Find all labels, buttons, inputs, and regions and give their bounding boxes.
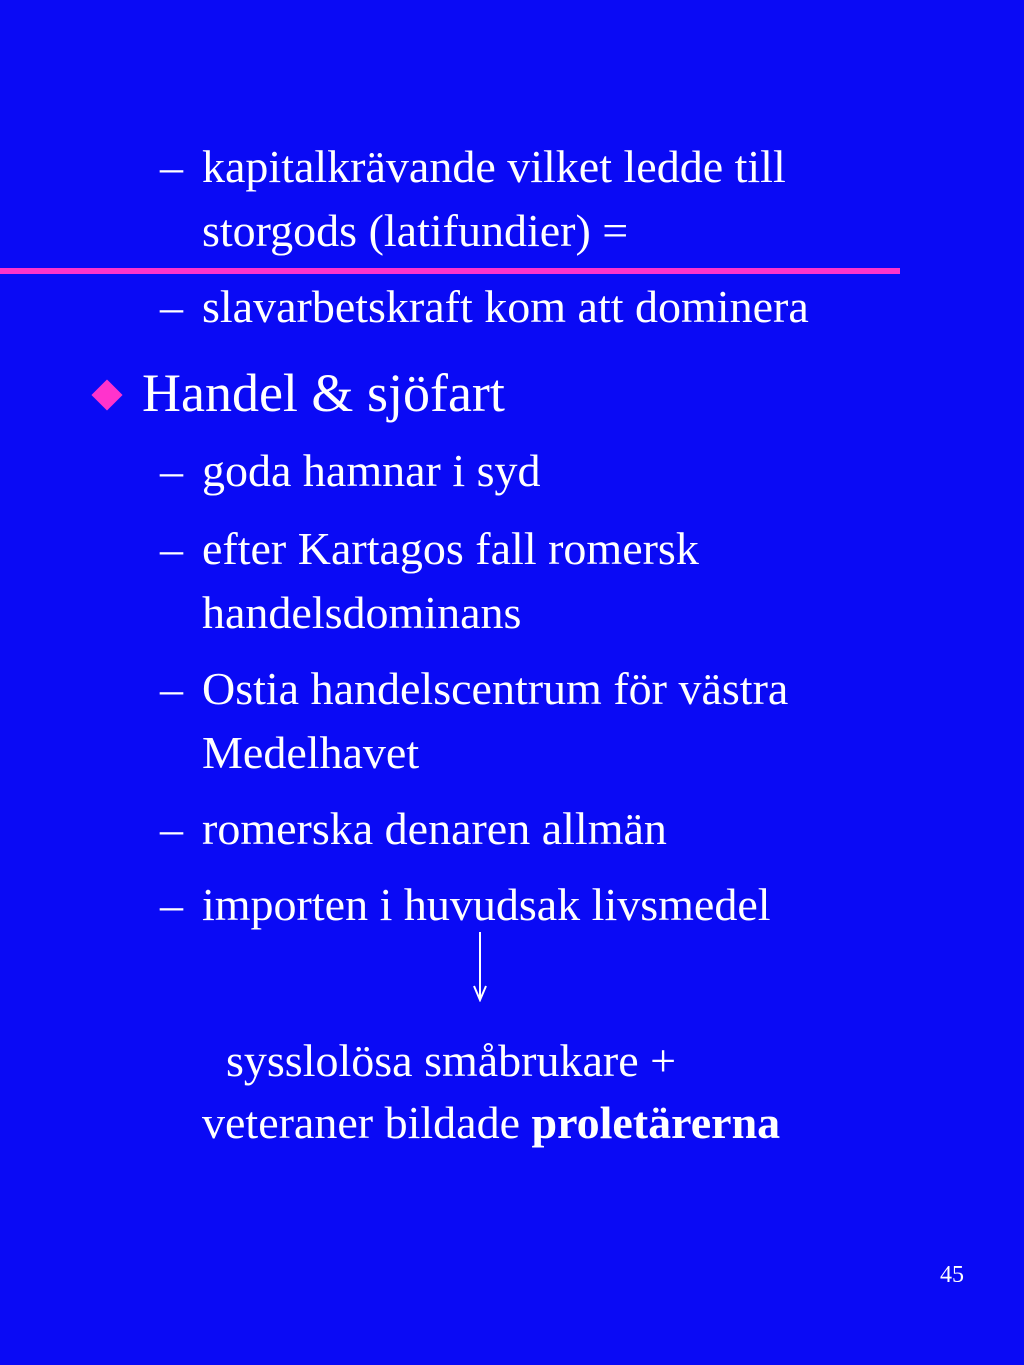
dash-marker: –	[160, 141, 183, 192]
list-item-text: romerska denaren allmän	[202, 803, 667, 854]
conclusion-bold-term: proletärerna	[531, 1097, 781, 1148]
bullet-heading-text: Handel & sjöfart	[142, 363, 505, 423]
page-number: 45	[940, 1262, 964, 1288]
dash-marker: –	[160, 445, 183, 496]
dash-marker: –	[160, 663, 183, 714]
list-item-text: Ostia handelscentrum för västra	[202, 663, 789, 714]
list-item-text: handelsdominans	[202, 587, 522, 638]
dash-marker: –	[160, 281, 183, 332]
diamond-bullet-icon	[91, 379, 122, 410]
dash-marker: –	[160, 879, 183, 930]
list-item-text: importen i huvudsak livsmedel	[202, 879, 771, 930]
list-item-text: slavarbetskraft kom att dominera	[202, 281, 809, 332]
list-item-text: efter Kartagos fall romersk	[202, 523, 699, 574]
conclusion-line-1: sysslolösa småbrukare +	[226, 1035, 677, 1086]
dash-marker: –	[160, 803, 183, 854]
down-arrow-icon	[470, 932, 490, 1002]
accent-divider-line	[0, 268, 900, 274]
list-item-text: Medelhavet	[202, 727, 420, 778]
dash-marker: –	[160, 523, 183, 574]
list-item-text: kapitalkrävande vilket ledde till	[202, 141, 786, 192]
list-item-text: storgods (latifundier) =	[202, 205, 629, 256]
conclusion-text	[202, 1030, 780, 1154]
list-item-text: goda hamnar i syd	[202, 445, 541, 496]
conclusion-line-2-prefix: veteraner bildade	[202, 1097, 532, 1148]
